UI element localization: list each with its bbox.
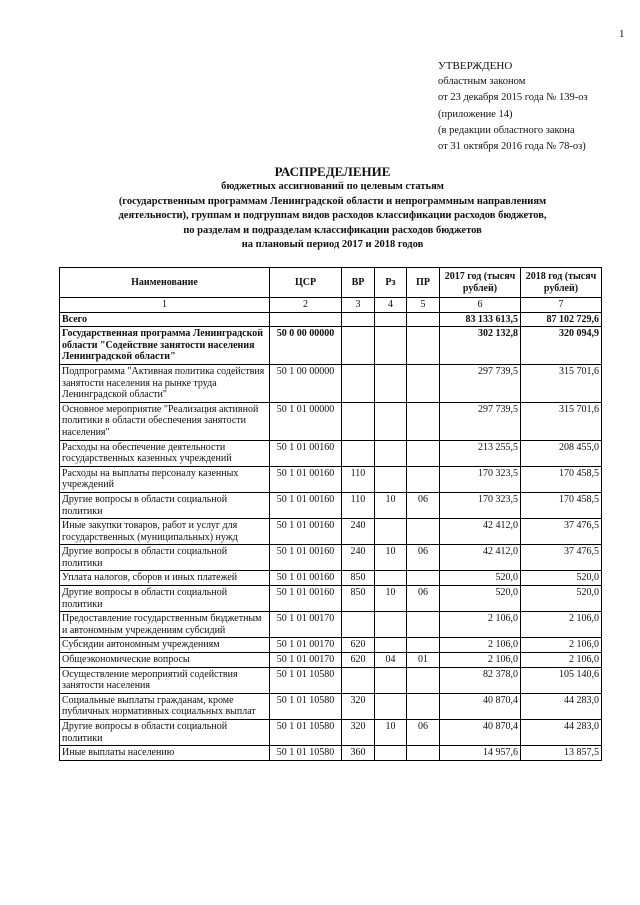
table-row: [60, 312, 602, 327]
cell-2017: 82 378,0: [440, 667, 521, 693]
cell-name: Другие вопросы в области социальной политики: [60, 586, 270, 612]
cell-pr: [407, 440, 440, 466]
heading-line: деятельности), группам и подгруппам видов расходов классификации расходов бюджетов,: [118, 210, 547, 222]
cell-csr: 50 1 01 00170: [270, 653, 342, 668]
cell-name: Другие вопросы в области социальной политики: [60, 492, 270, 518]
cell-2018: 44 283,0: [521, 720, 602, 746]
cell-2018: 37 476,5: [521, 519, 602, 545]
table-row: [60, 402, 602, 440]
cell-name: Социальные выплаты гражданам, кроме публичных нормативных социальных выплат: [60, 693, 270, 719]
cell-pr: [407, 746, 440, 761]
approval-line: областным законом: [438, 76, 526, 88]
cell-pr: [407, 364, 440, 402]
cell-2018: 87 102 729,6: [521, 312, 602, 327]
approval-line: (приложение 14): [438, 108, 513, 120]
cell-2017: 170 323,5: [440, 492, 521, 518]
cell-vr: [342, 612, 375, 638]
table-index-row: [60, 298, 602, 313]
cell-2017: 2 106,0: [440, 612, 521, 638]
header-2018: 2018 год (тысяч рублей): [521, 268, 602, 298]
cell-csr: [270, 312, 342, 327]
table-body: [60, 312, 602, 760]
cell-csr: 50 1 01 00160: [270, 519, 342, 545]
cell-rz: 04: [375, 653, 407, 668]
table-row: [60, 638, 602, 653]
table-row: [60, 746, 602, 761]
cell-csr: 50 1 00 00000: [270, 364, 342, 402]
cell-name: Иные закупки товаров, работ и услуг для государственных (муниципальных) нужд: [60, 519, 270, 545]
page-number: 1: [619, 28, 625, 40]
cell-rz: 10: [375, 720, 407, 746]
cell-vr: 620: [342, 638, 375, 653]
cell-csr: 50 1 01 00000: [270, 402, 342, 440]
document-heading: [0, 163, 640, 253]
index-cell: 2: [270, 298, 342, 313]
cell-2017: 520,0: [440, 571, 521, 586]
index-cell: 7: [521, 298, 602, 313]
cell-vr: [342, 402, 375, 440]
cell-2017: 297 739,5: [440, 402, 521, 440]
cell-csr: 50 1 01 00170: [270, 638, 342, 653]
cell-csr: 50 1 01 00160: [270, 440, 342, 466]
cell-pr: [407, 571, 440, 586]
cell-2017: 40 870,4: [440, 693, 521, 719]
cell-2017: 42 412,0: [440, 519, 521, 545]
cell-rz: [375, 612, 407, 638]
index-cell: 1: [60, 298, 270, 313]
cell-rz: [375, 466, 407, 492]
cell-csr: 50 1 01 00160: [270, 492, 342, 518]
table-row: [60, 545, 602, 571]
cell-2018: 315 701,6: [521, 402, 602, 440]
cell-2017: 40 870,4: [440, 720, 521, 746]
cell-vr: 110: [342, 466, 375, 492]
cell-vr: [342, 327, 375, 365]
cell-2017: 213 255,5: [440, 440, 521, 466]
cell-rz: [375, 364, 407, 402]
index-cell: 4: [375, 298, 407, 313]
cell-2018: 320 094,9: [521, 327, 602, 365]
cell-vr: 360: [342, 746, 375, 761]
cell-vr: 850: [342, 571, 375, 586]
table-row: [60, 571, 602, 586]
cell-2018: 315 701,6: [521, 364, 602, 402]
cell-vr: 240: [342, 519, 375, 545]
cell-vr: 110: [342, 492, 375, 518]
cell-2018: 208 455,0: [521, 440, 602, 466]
cell-csr: 50 1 01 10580: [270, 667, 342, 693]
index-cell: 6: [440, 298, 521, 313]
cell-csr: 50 0 00 00000: [270, 327, 342, 365]
cell-2018: 170 458,5: [521, 466, 602, 492]
cell-2017: 2 106,0: [440, 638, 521, 653]
cell-pr: [407, 402, 440, 440]
table-row: [60, 327, 602, 365]
cell-csr: 50 1 01 10580: [270, 720, 342, 746]
table-header-row: [60, 268, 602, 298]
table-row: [60, 364, 602, 402]
cell-csr: 50 1 01 00170: [270, 612, 342, 638]
table-row: [60, 653, 602, 668]
cell-2017: 42 412,0: [440, 545, 521, 571]
heading-line: по разделам и подразделам классификации расходов бюджетов: [183, 224, 482, 236]
cell-2018: 520,0: [521, 586, 602, 612]
cell-rz: [375, 519, 407, 545]
cell-name: Расходы на обеспечение деятельности государственных казенных учреждений: [60, 440, 270, 466]
cell-name: Уплата налогов, сборов и иных платежей: [60, 571, 270, 586]
cell-rz: [375, 693, 407, 719]
approval-title: УТВЕРЖДЕНО: [438, 60, 513, 72]
cell-pr: [407, 519, 440, 545]
cell-vr: 620: [342, 653, 375, 668]
cell-rz: [375, 746, 407, 761]
cell-vr: 240: [342, 545, 375, 571]
cell-csr: 50 1 01 00160: [270, 586, 342, 612]
cell-name: Всего: [60, 312, 270, 327]
cell-pr: [407, 312, 440, 327]
cell-2018: 2 106,0: [521, 638, 602, 653]
cell-vr: [342, 312, 375, 327]
cell-name: Предоставление государственным бюджетным и автономным учреждениям субсидий: [60, 612, 270, 638]
cell-name: Другие вопросы в области социальной политики: [60, 720, 270, 746]
cell-name: Другие вопросы в области социальной политики: [60, 545, 270, 571]
table-row: [60, 519, 602, 545]
cell-rz: [375, 667, 407, 693]
table-row: [60, 720, 602, 746]
cell-pr: [407, 612, 440, 638]
cell-csr: 50 1 01 00160: [270, 545, 342, 571]
cell-rz: [375, 571, 407, 586]
cell-csr: 50 1 01 00160: [270, 466, 342, 492]
approval-line: от 23 декабря 2015 года № 139-оз: [438, 92, 588, 104]
cell-name: Подпрограмма "Активная политика содействия занятости населения на рынке труда Ленинградской области": [60, 364, 270, 402]
cell-rz: [375, 327, 407, 365]
cell-2018: 44 283,0: [521, 693, 602, 719]
index-cell: 5: [407, 298, 440, 313]
cell-pr: 06: [407, 720, 440, 746]
cell-csr: 50 1 01 10580: [270, 746, 342, 761]
header-pr: ПР: [407, 268, 440, 298]
cell-pr: 06: [407, 545, 440, 571]
cell-rz: [375, 312, 407, 327]
header-rz: Рз: [375, 268, 407, 298]
cell-pr: [407, 693, 440, 719]
cell-csr: 50 1 01 00160: [270, 571, 342, 586]
approval-line: (в редакции областного закона: [438, 124, 575, 136]
cell-name: Иные выплаты населению: [60, 746, 270, 761]
cell-pr: [407, 638, 440, 653]
cell-2017: 297 739,5: [440, 364, 521, 402]
table-row: [60, 667, 602, 693]
document-title: РАСПРЕДЕЛЕНИЕ: [274, 164, 391, 179]
table-row: [60, 693, 602, 719]
cell-vr: 850: [342, 586, 375, 612]
approval-block: [438, 58, 588, 155]
cell-name: Расходы на выплаты персоналу казенных учреждений: [60, 466, 270, 492]
cell-pr: [407, 667, 440, 693]
table-row: [60, 492, 602, 518]
cell-pr: 06: [407, 492, 440, 518]
heading-line: бюджетных ассигнований по целевым статьям: [221, 181, 444, 192]
cell-2017: 2 106,0: [440, 653, 521, 668]
cell-pr: 06: [407, 586, 440, 612]
table-row: [60, 612, 602, 638]
cell-2018: 13 857,5: [521, 746, 602, 761]
cell-2018: 105 140,6: [521, 667, 602, 693]
cell-vr: [342, 667, 375, 693]
cell-csr: 50 1 01 10580: [270, 693, 342, 719]
cell-2018: 520,0: [521, 571, 602, 586]
cell-rz: 10: [375, 545, 407, 571]
budget-table: [59, 267, 602, 761]
cell-name: Субсидии автономным учреждениям: [60, 638, 270, 653]
cell-2017: 170 323,5: [440, 466, 521, 492]
cell-2017: 14 957,6: [440, 746, 521, 761]
cell-vr: 320: [342, 693, 375, 719]
cell-rz: [375, 440, 407, 466]
cell-2017: 520,0: [440, 586, 521, 612]
cell-pr: 01: [407, 653, 440, 668]
table-row: [60, 440, 602, 466]
cell-2018: 2 106,0: [521, 612, 602, 638]
cell-2018: 2 106,0: [521, 653, 602, 668]
heading-line: на плановый период 2017 и 2018 годов: [241, 239, 424, 251]
table-row: [60, 466, 602, 492]
cell-vr: 320: [342, 720, 375, 746]
cell-pr: [407, 466, 440, 492]
header-vr: ВР: [342, 268, 375, 298]
cell-name: Осуществление мероприятий содействия занятости населения: [60, 667, 270, 693]
cell-rz: 10: [375, 586, 407, 612]
cell-name: Общеэкономические вопросы: [60, 653, 270, 668]
cell-rz: [375, 638, 407, 653]
cell-name: Основное мероприятие "Реализация активной политики в области обеспечения занятости населения": [60, 402, 270, 440]
heading-line: (государственным программам Ленинградской области и непрограммным направлениям: [118, 195, 547, 207]
cell-rz: 10: [375, 492, 407, 518]
header-2017: 2017 год (тысяч рублей): [440, 268, 521, 298]
header-name: Наименование: [60, 268, 270, 298]
header-csr: ЦСР: [270, 268, 342, 298]
approval-line: от 31 октября 2016 года № 78-оз): [438, 141, 586, 153]
table-row: [60, 586, 602, 612]
cell-rz: [375, 402, 407, 440]
cell-2018: 37 476,5: [521, 545, 602, 571]
cell-vr: [342, 440, 375, 466]
cell-name: Государственная программа Ленинградской области "Содействие занятости населения Ленинградской области": [60, 327, 270, 365]
index-cell: 3: [342, 298, 375, 313]
cell-2018: 170 458,5: [521, 492, 602, 518]
cell-vr: [342, 364, 375, 402]
cell-2017: 83 133 613,5: [440, 312, 521, 327]
cell-2017: 302 132,8: [440, 327, 521, 365]
cell-pr: [407, 327, 440, 365]
